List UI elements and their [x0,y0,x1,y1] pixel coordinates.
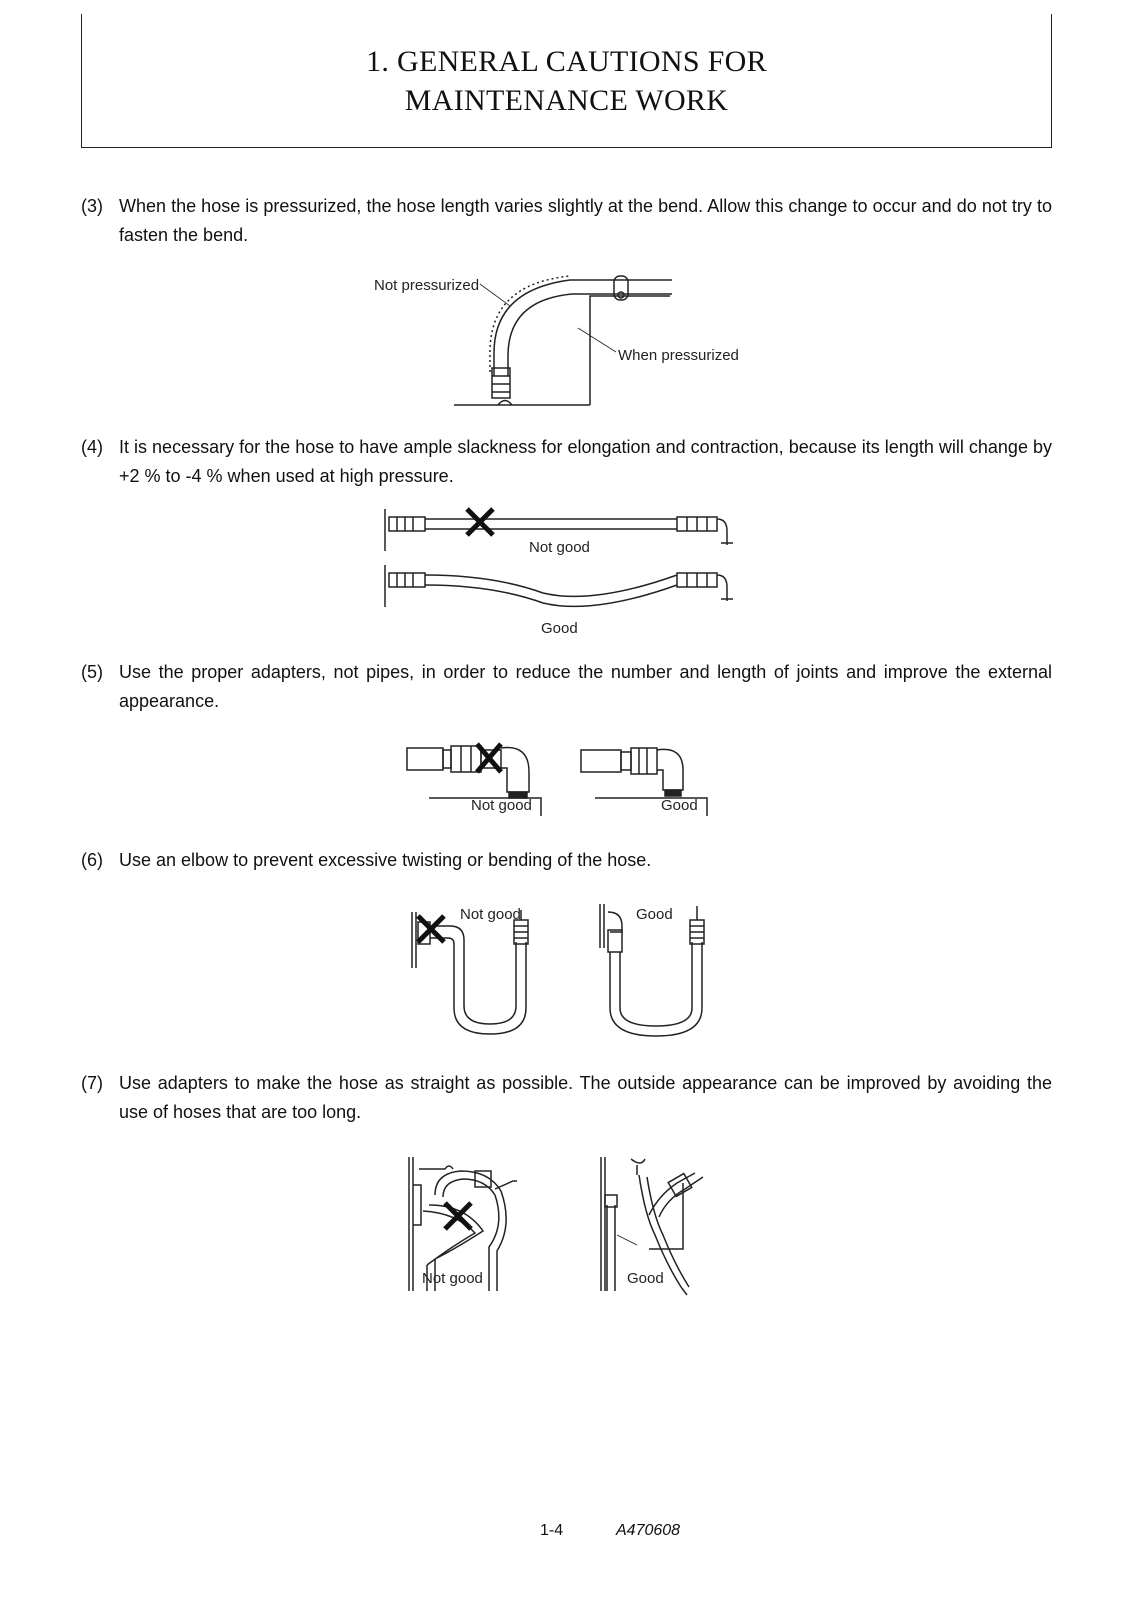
figure-adapters [405,740,725,822]
adapters-diagram [405,740,725,822]
item-text: When the hose is pressurized, the hose length varies slightly at the bend. Allow this change to occur and do not try to fasten the bend. [119,196,1052,245]
document-code: A470608 [616,1522,681,1539]
page-number: 1-4 [540,1522,564,1539]
figure-hose-slack [383,505,743,645]
label-not-good: Not good [529,539,590,556]
label-good: Good [627,1270,664,1287]
x-mark-icon [467,509,493,535]
page-title [82,42,1051,120]
item-number: (6) [81,850,103,870]
label-good: Good [541,620,578,637]
item-text: It is necessary for the hose to have ample slackness for elongation and contraction, because its length will change by +2 % to -4 % when used at high pressure. [119,437,1052,486]
straight-hose-diagram [405,1155,725,1305]
caution-item-7 [81,1069,1052,1127]
item-text: Use an elbow to prevent excessive twisting or bending of the hose. [119,850,652,870]
hose-slack-diagram [383,505,743,645]
caution-item-6 [81,846,1052,875]
label-not-good: Not good [422,1270,483,1287]
label-good: Good [661,797,698,814]
item-number: (5) [81,662,103,682]
label-not-pressurized: Not pressurized [374,277,480,294]
elbow-diagram [410,900,730,1045]
label-when-pressurized: When pressurized [618,347,739,364]
figure-hose-bend [374,268,760,418]
label-not-good: Not good [460,906,521,923]
hose-bend-diagram [374,268,760,418]
title-line-1: 1. GENERAL CAUTIONS FOR [366,45,767,78]
caution-item-3 [81,192,1052,250]
item-text: Use the proper adapters, not pipes, in order to reduce the number and length of joints and improve the external appearance. [119,662,1052,711]
item-text: Use adapters to make the hose as straight as possible. The outside appearance can be improved by avoiding the use of hoses that are too long. [119,1073,1052,1122]
item-number: (3) [81,196,103,216]
title-line-2: MAINTENANCE WORK [404,84,729,117]
section-header-box [81,14,1052,148]
item-number: (4) [81,437,103,457]
figure-elbow [410,900,730,1045]
item-number: (7) [81,1073,103,1093]
label-not-good: Not good [471,797,532,814]
label-good: Good [636,906,673,923]
caution-item-4 [81,433,1052,491]
figure-straight-hose [405,1155,725,1305]
caution-item-5 [81,658,1052,716]
